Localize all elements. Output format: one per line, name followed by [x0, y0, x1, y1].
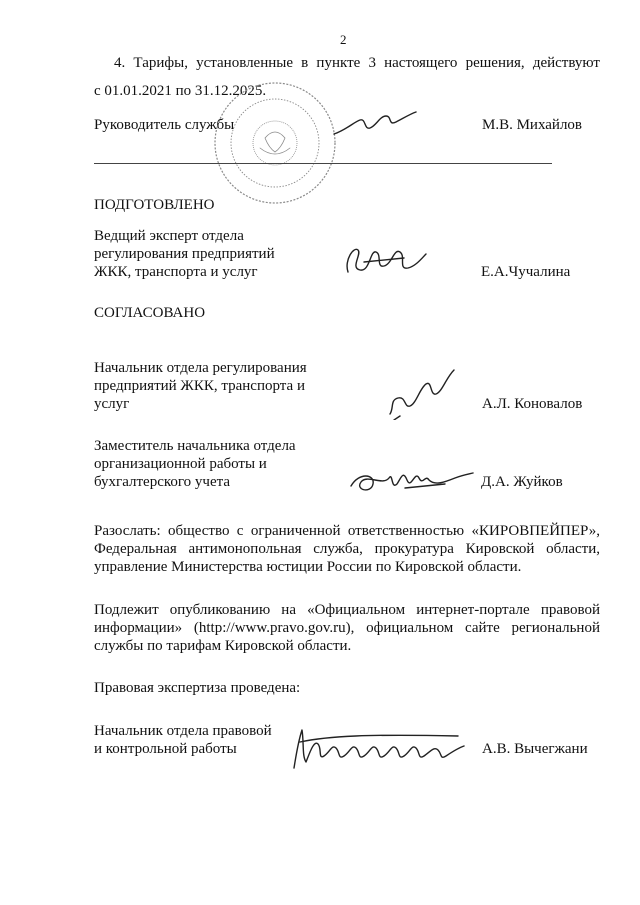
agreed-signer-1-position-line-3: услуг — [94, 396, 130, 412]
publication-line-3: службы по тарифам Кировской области. — [94, 638, 352, 654]
prepared-position-line-1: Ведщий эксперт отдела — [94, 228, 244, 244]
prepared-heading: ПОДГОТОВЛЕНО — [94, 197, 215, 213]
distribution-line-2: Федеральная антимонопольная служба, прокуратура Кировской области, — [94, 541, 600, 557]
legal-review-name: А.В. Вычегжани — [482, 741, 588, 757]
agreed-signer-1-signature — [380, 364, 460, 420]
prepared-signature — [340, 240, 430, 280]
distribution-line-3: управление Министерства юстиции России по Кировской области. — [94, 559, 522, 575]
prepared-name: Е.А.Чучалина — [481, 264, 571, 280]
legal-review-position-line-1: Начальник отдела правовой — [94, 723, 272, 739]
paragraph-4-line-2: с 01.01.2021 по 31.12.2025. — [94, 83, 267, 99]
agreed-signer-2-signature — [345, 464, 475, 500]
agreed-signer-2-name: Д.А. Жуйков — [481, 474, 563, 490]
agreed-signer-1-position-line-1: Начальник отдела регулирования — [94, 360, 307, 376]
head-name: М.В. Михайлов — [482, 117, 583, 133]
paragraph-4-line-1: 4. Тарифы, установленные в пункте 3 настоящего решения, действуют — [114, 55, 600, 71]
official-stamp — [210, 78, 340, 208]
publication-line-1: Подлежит опубликованию на «Официальном интернет-портале правовой — [94, 602, 600, 618]
prepared-position-line-2: регулирования предприятий — [94, 246, 275, 262]
agreed-signer-2-position-line-2: организационной работы и — [94, 456, 267, 472]
head-position: Руководитель службы — [94, 117, 235, 133]
legal-review-signature — [288, 722, 468, 772]
page-number: 2 — [340, 32, 347, 47]
legal-review-position-line-2: и контрольной работы — [94, 741, 237, 757]
separator-line — [94, 163, 552, 164]
agreed-signer-2-position-line-3: бухгалтерского учета — [94, 474, 231, 490]
agreed-signer-1-position-line-2: предприятий ЖКК, транспорта и — [94, 378, 305, 394]
agreed-heading: СОГЛАСОВАНО — [94, 305, 206, 321]
head-signature — [330, 108, 420, 142]
agreed-signer-1-name: А.Л. Коновалов — [482, 396, 583, 412]
legal-review-text: Правовая экспертиза проведена: — [94, 680, 301, 696]
agreed-signer-2-position-line-1: Заместитель начальника отдела — [94, 438, 296, 454]
prepared-position-line-3: ЖКК, транспорта и услуг — [94, 264, 258, 280]
publication-line-2: информации» (http://www.pravo.gov.ru), официальном сайте региональной — [94, 620, 600, 636]
distribution-line-1: Разослать: общество с ограниченной ответственностью «КИРОВПЕЙПЕР», — [94, 523, 600, 539]
